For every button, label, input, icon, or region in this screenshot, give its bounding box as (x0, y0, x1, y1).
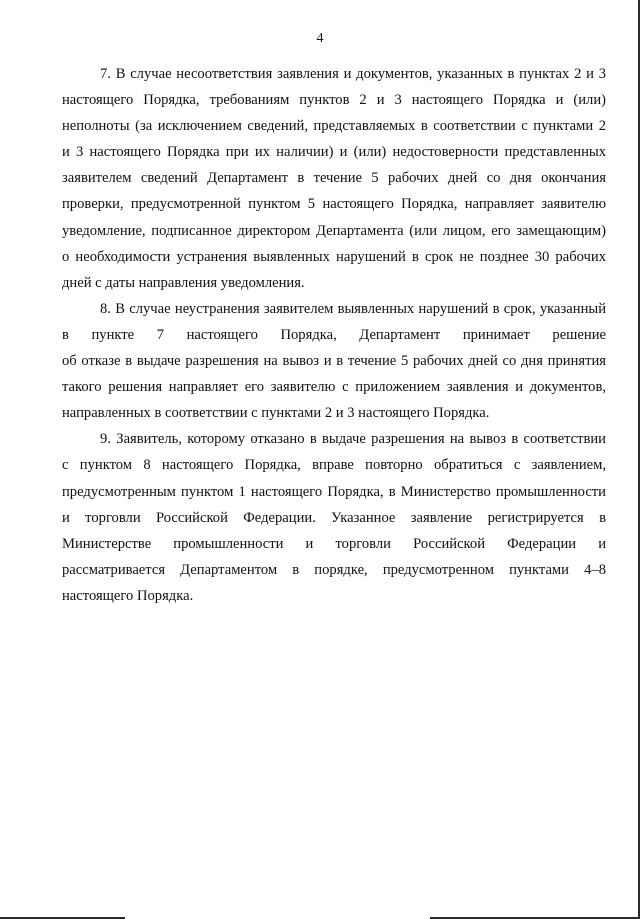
text-line: такого решения направляет его заявителю с приложением заявления и документов, (62, 379, 606, 396)
paragraph-8 (62, 296, 606, 426)
text-line: проверки, предусмотренной пунктом 5 настоящего Порядка, направляет заявителю (62, 196, 606, 213)
text-line: рассматривается Департаментом в порядке, предусмотренном пунктами 4–8 (62, 561, 606, 578)
document-body (62, 61, 606, 609)
text-line: настоящего Порядка. (62, 587, 194, 604)
text-line: 9. Заявитель, которому отказано в выдаче разрешения на вывоз в соответствии (100, 431, 606, 448)
text-line: предусмотренным пунктом 1 настоящего Порядка, в Министерство промышленности (62, 483, 606, 500)
text-line: 8. В случае неустранения заявителем выявленных нарушений в срок, указанный (100, 300, 606, 317)
text-line: с пунктом 8 настоящего Порядка, вправе повторно обратиться с заявлением, (62, 457, 606, 474)
text-line: и 3 настоящего Порядка при их наличии) и (или) недостоверности представленных (62, 144, 606, 161)
text-line: и торговли Российской Федерации. Указанное заявление регистрируется в (62, 509, 606, 526)
text-line: настоящего Порядка, требованиям пунктов 2 и 3 настоящего Порядка и (или) (62, 92, 606, 109)
text-line: заявителем сведений Департамент в течение 5 рабочих дней со дня окончания (62, 170, 606, 187)
paragraph-9 (62, 426, 606, 609)
text-line: в пункте 7 настоящего Порядка, Департамент принимает решение (62, 326, 606, 343)
text-line: Министерстве промышленности и торговли Российской Федерации и (62, 535, 606, 552)
text-line: дней с даты направления уведомления. (62, 274, 305, 291)
text-line: об отказе в выдаче разрешения на вывоз и в течение 5 рабочих дней со дня принятия (62, 353, 606, 370)
text-line: о необходимости устранения выявленных нарушений в срок не позднее 30 рабочих (62, 248, 606, 265)
paragraph-7 (62, 61, 606, 296)
text-line: направленных в соответствии с пунктами 2 и 3 настоящего Порядка. (62, 405, 490, 422)
page-number: 4 (316, 31, 324, 46)
text-line: 7. В случае несоответствия заявления и документов, указанных в пунктах 2 и 3 (100, 66, 606, 82)
text-line: уведомление, подписанное директором Департамента (или лицом, его замещающим) (62, 222, 606, 239)
text-line: неполноты (за исключением сведений, представляемых в соответствии с пунктами 2 (62, 118, 606, 135)
